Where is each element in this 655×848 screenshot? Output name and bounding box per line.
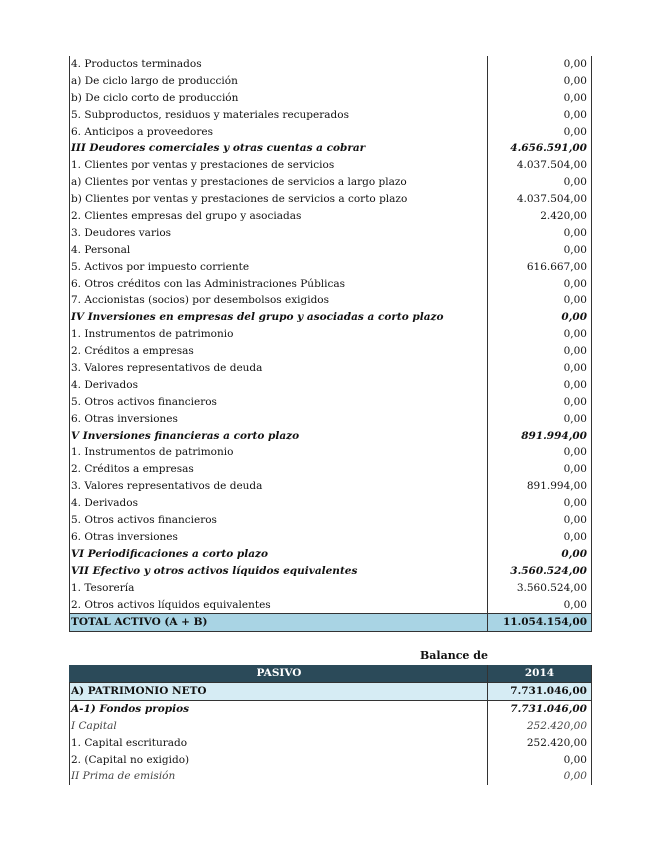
row-label: 4. Personal (69, 242, 488, 259)
row-value: 0,00 (488, 377, 592, 394)
row-label: 2. Otros activos líquidos equivalentes (69, 597, 488, 614)
table-row (69, 461, 592, 478)
table-row (69, 495, 592, 512)
row-label: II Prima de emisión (69, 768, 488, 785)
row-value: 616.667,00 (488, 259, 592, 276)
row-label: 4. Productos terminados (69, 56, 488, 73)
row-value: 252.420,00 (488, 735, 592, 752)
row-label: 5. Activos por impuesto corriente (69, 259, 488, 276)
pasivo-header-row (69, 665, 592, 682)
table-row (69, 360, 592, 377)
pasivo-table (69, 665, 592, 785)
table-row (69, 292, 592, 309)
table-row (69, 563, 592, 580)
row-value: 4.037.504,00 (488, 157, 592, 174)
table-row (69, 394, 592, 411)
pasivo-header-label: PASIVO (69, 665, 488, 682)
table-row (69, 191, 592, 208)
row-value: 891.994,00 (488, 428, 592, 445)
row-value: 0,00 (488, 73, 592, 90)
row-label: IV Inversiones en empresas del grupo y asociadas a corto plazo (69, 309, 488, 326)
table-row (69, 580, 592, 597)
row-value: 0,00 (488, 495, 592, 512)
table-row (69, 140, 592, 157)
row-value: 0,00 (488, 124, 592, 141)
row-value: 0,00 (488, 276, 592, 293)
row-label: b) Clientes por ventas y prestaciones de servicios a corto plazo (69, 191, 488, 208)
row-label: 6. Anticipos a proveedores (69, 124, 488, 141)
row-value: 0,00 (488, 343, 592, 360)
row-label: III Deudores comerciales y otras cuentas a cobrar (69, 140, 488, 157)
row-value: 0,00 (488, 292, 592, 309)
pasivo-header-year: 2014 (488, 665, 592, 682)
row-value: 0,00 (488, 225, 592, 242)
table-row (69, 107, 592, 124)
table-row (69, 529, 592, 546)
row-value: 4.656.591,00 (488, 140, 592, 157)
row-label: 1. Tesorería (69, 580, 488, 597)
row-label: A-1) Fondos propios (69, 701, 488, 718)
table-row (69, 225, 592, 242)
row-label: 5. Otros activos financieros (69, 394, 488, 411)
row-label: 2. Créditos a empresas (69, 343, 488, 360)
row-value: 252.420,00 (488, 718, 592, 735)
table-row (69, 428, 592, 445)
table-row (69, 309, 592, 326)
row-value: 0,00 (488, 90, 592, 107)
row-value: 0,00 (488, 597, 592, 614)
row-label: 5. Otros activos financieros (69, 512, 488, 529)
table-row (69, 343, 592, 360)
table-row (69, 752, 592, 769)
row-label: 6. Otras inversiones (69, 411, 488, 428)
row-value: 0,00 (488, 309, 592, 326)
total-activo-label: TOTAL ACTIVO (A + B) (69, 614, 488, 631)
row-label: 4. Derivados (69, 495, 488, 512)
row-label: 7. Accionistas (socios) por desembolsos exigidos (69, 292, 488, 309)
table-row (69, 597, 592, 614)
row-value: 0,00 (488, 752, 592, 769)
table-row (69, 546, 592, 563)
row-label: 1. Clientes por ventas y prestaciones de servicios (69, 157, 488, 174)
row-label: 3. Valores representativos de deuda (69, 478, 488, 495)
row-value: 0,00 (488, 360, 592, 377)
table-row (69, 259, 592, 276)
table-row (69, 326, 592, 343)
row-label: I Capital (69, 718, 488, 735)
row-value: 7.731.046,00 (488, 701, 592, 718)
row-label: V Inversiones financieras a corto plazo (69, 428, 488, 445)
row-value: 891.994,00 (488, 478, 592, 495)
row-value: 0,00 (488, 529, 592, 546)
row-label: 2. Clientes empresas del grupo y asociadas (69, 208, 488, 225)
row-label: 1. Instrumentos de patrimonio (69, 444, 488, 461)
table-row (69, 90, 592, 107)
table-row (69, 377, 592, 394)
patrimonio-neto-label: A) PATRIMONIO NETO (69, 683, 488, 700)
row-value: 0,00 (488, 174, 592, 191)
row-value: 0,00 (488, 461, 592, 478)
row-value: 2.420,00 (488, 208, 592, 225)
table-row (69, 73, 592, 90)
balance-caption: Balance de (420, 649, 488, 662)
table-row (69, 718, 592, 735)
row-value: 0,00 (488, 107, 592, 124)
row-label: b) De ciclo corto de producción (69, 90, 488, 107)
row-value: 3.560.524,00 (488, 563, 592, 580)
table-row (69, 512, 592, 529)
row-value: 0,00 (488, 546, 592, 563)
table-row (69, 735, 592, 752)
row-value: 0,00 (488, 326, 592, 343)
row-value: 0,00 (488, 394, 592, 411)
row-label: a) Clientes por ventas y prestaciones de servicios a largo plazo (69, 174, 488, 191)
row-label: VI Periodificaciones a corto plazo (69, 546, 488, 563)
row-value: 4.037.504,00 (488, 191, 592, 208)
row-value: 0,00 (488, 242, 592, 259)
total-activo-value: 11.054.154,00 (488, 614, 592, 631)
row-label: 2. (Capital no exigido) (69, 752, 488, 769)
table-row (69, 411, 592, 428)
patrimonio-neto-row (69, 682, 592, 701)
patrimonio-neto-value: 7.731.046,00 (488, 683, 592, 700)
row-value: 0,00 (488, 56, 592, 73)
total-activo-row (69, 613, 592, 632)
row-label: 1. Instrumentos de patrimonio (69, 326, 488, 343)
table-row (69, 768, 592, 785)
row-label: 6. Otros créditos con las Administraciones Públicas (69, 276, 488, 293)
table-row (69, 478, 592, 495)
table-row (69, 124, 592, 141)
table-row (69, 157, 592, 174)
table-row (69, 276, 592, 293)
row-label: 6. Otras inversiones (69, 529, 488, 546)
row-label: 5. Subproductos, residuos y materiales recuperados (69, 107, 488, 124)
table-row (69, 701, 592, 718)
row-value: 3.560.524,00 (488, 580, 592, 597)
activo-table (69, 56, 592, 632)
table-row (69, 174, 592, 191)
row-label: 2. Créditos a empresas (69, 461, 488, 478)
table-row (69, 208, 592, 225)
row-value: 0,00 (488, 512, 592, 529)
table-row (69, 242, 592, 259)
row-label: 3. Valores representativos de deuda (69, 360, 488, 377)
table-row (69, 56, 592, 73)
row-label: 3. Deudores varios (69, 225, 488, 242)
row-value: 0,00 (488, 411, 592, 428)
table-row (69, 444, 592, 461)
row-value: 0,00 (488, 444, 592, 461)
row-value: 0,00 (488, 768, 592, 785)
row-label: VII Efectivo y otros activos líquidos equivalentes (69, 563, 488, 580)
row-label: 4. Derivados (69, 377, 488, 394)
row-label: 1. Capital escriturado (69, 735, 488, 752)
row-label: a) De ciclo largo de producción (69, 73, 488, 90)
